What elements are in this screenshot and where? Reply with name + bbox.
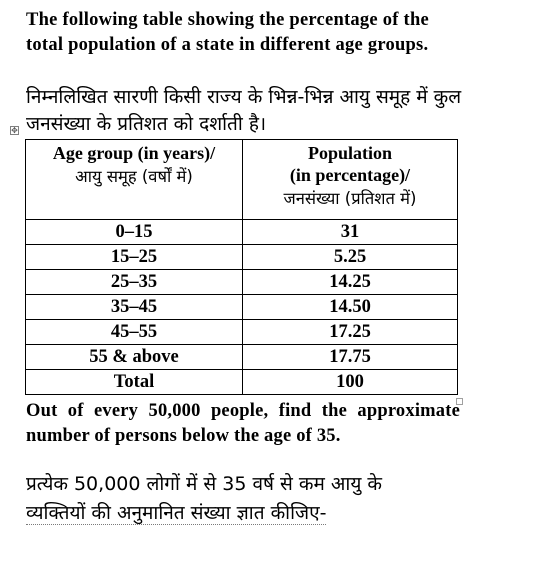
- population-cell: 17.75: [243, 345, 458, 370]
- population-cell: 14.25: [243, 270, 458, 295]
- table-row: [26, 345, 458, 370]
- header-age-group-hindi: आयु समूह (वर्षों में): [75, 167, 193, 186]
- age-group-cell: 35–45: [26, 295, 243, 320]
- table-row: [26, 295, 458, 320]
- age-group-cell: 25–35: [26, 270, 243, 295]
- header-population-hindi: जनसंख्या (प्रतिशत में): [283, 189, 417, 208]
- question-hindi-line-1: प्रत्येक 50,000 लोगों में से 35 वर्ष से कम आयु के: [26, 473, 382, 495]
- table-move-handle-icon[interactable]: ✥: [11, 126, 18, 135]
- population-cell: 31: [243, 220, 458, 245]
- table-row: [26, 220, 458, 245]
- table-row: [26, 245, 458, 270]
- age-group-cell: 15–25: [26, 245, 243, 270]
- header-population: [243, 140, 458, 220]
- question-hindi-line-2: व्यक्तियों की अनुमानित संख्या ज्ञात कीजिए-: [26, 502, 327, 524]
- age-group-cell: 45–55: [26, 320, 243, 345]
- intro-english-text: The following table showing the percentage of the total population of a state in different age groups.: [26, 10, 429, 55]
- population-cell: 5.25: [243, 245, 458, 270]
- table-row: [26, 320, 458, 345]
- age-group-cell: 0–15: [26, 220, 243, 245]
- question-hindi-text: [26, 470, 466, 528]
- table-total-row: [26, 370, 458, 395]
- age-group-cell: 55 & above: [26, 345, 243, 370]
- header-population-english-1: Population: [307, 143, 393, 163]
- intro-hindi-text: निम्नलिखित सारणी किसी राज्य के भिन्न-भिन्न आयु समूह में कुल जनसंख्या के प्रतिशत को दर्शाती है।: [26, 86, 462, 135]
- population-cell: 17.25: [243, 320, 458, 345]
- total-value-cell: 100: [243, 370, 458, 395]
- total-label-cell: Total: [26, 370, 243, 395]
- table-row: [26, 270, 458, 295]
- header-age-group: [26, 140, 243, 220]
- header-population-english-2: (in percentage)/: [289, 165, 411, 185]
- question-english-text: Out of every 50,000 people, find the approximate number of persons below the age of 35.: [26, 401, 460, 446]
- header-age-group-english: Age group (in years)/: [52, 143, 216, 163]
- table-header-row: [26, 140, 458, 220]
- population-cell: 14.50: [243, 295, 458, 320]
- age-population-table: [25, 139, 458, 395]
